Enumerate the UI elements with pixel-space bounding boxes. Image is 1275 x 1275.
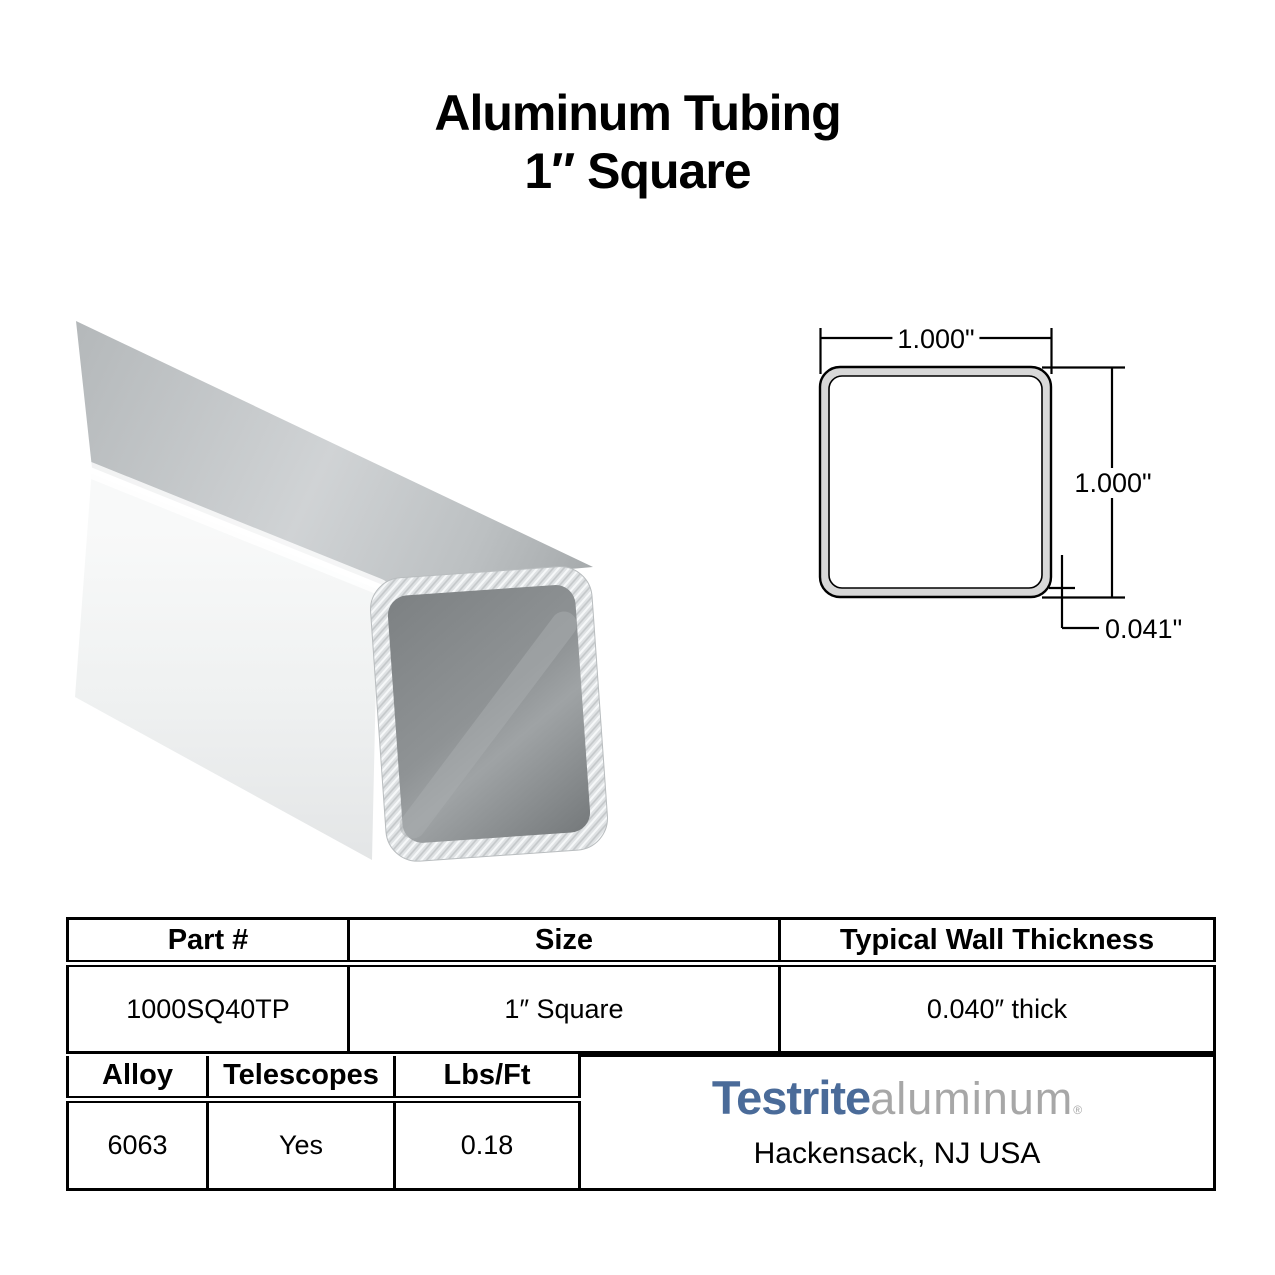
value-part-number: 1000SQ40TP — [68, 964, 349, 1053]
header-lbs-ft: Lbs/Ft — [395, 1056, 580, 1100]
value-telescopes: Yes — [208, 1099, 395, 1189]
brand-wordmark — [581, 1070, 1213, 1134]
header-size: Size — [349, 919, 780, 964]
value-wall-thickness: 0.040″ thick — [780, 964, 1215, 1053]
table-value-row-1 — [68, 964, 1215, 1053]
header-alloy: Alloy — [68, 1056, 208, 1100]
registered-trademark: ® — [1073, 1102, 1083, 1117]
page-title-line1: Aluminum Tubing — [434, 85, 841, 141]
header-telescopes: Telescopes — [208, 1056, 395, 1100]
brand-name-testrite: Testrite — [711, 1070, 871, 1124]
aluminum-tube-3d-render — [60, 300, 620, 880]
page-title-line2: 1″ Square — [524, 143, 751, 199]
height-dimension-label: 1.000" — [1069, 468, 1156, 498]
header-wall-thickness: Typical Wall Thickness — [780, 919, 1215, 964]
brand-cell — [580, 1056, 1215, 1190]
spec-table — [66, 917, 1213, 1191]
width-dimension-label: 1.000" — [892, 324, 979, 354]
brand-name-aluminum: aluminum — [870, 1072, 1074, 1124]
product-photo — [60, 300, 620, 880]
section-inner-square — [829, 376, 1042, 588]
page-title — [0, 84, 1275, 200]
brand-location: Hackensack, NJ USA — [753, 1136, 1041, 1170]
wall-thickness-callout-lines — [1049, 555, 1099, 628]
spec-table-bottom — [66, 1054, 1216, 1191]
value-size: 1″ Square — [349, 964, 780, 1053]
value-lbs-ft: 0.18 — [395, 1099, 580, 1189]
spec-table-top — [66, 917, 1216, 1054]
table-header-row-1 — [68, 919, 1215, 964]
header-part-number: Part # — [68, 919, 349, 964]
wall-thickness-label: 0.041" — [1100, 614, 1187, 644]
tube-cut-end — [368, 565, 609, 864]
value-alloy: 6063 — [68, 1099, 208, 1189]
table-header-row-2 — [68, 1056, 1215, 1100]
